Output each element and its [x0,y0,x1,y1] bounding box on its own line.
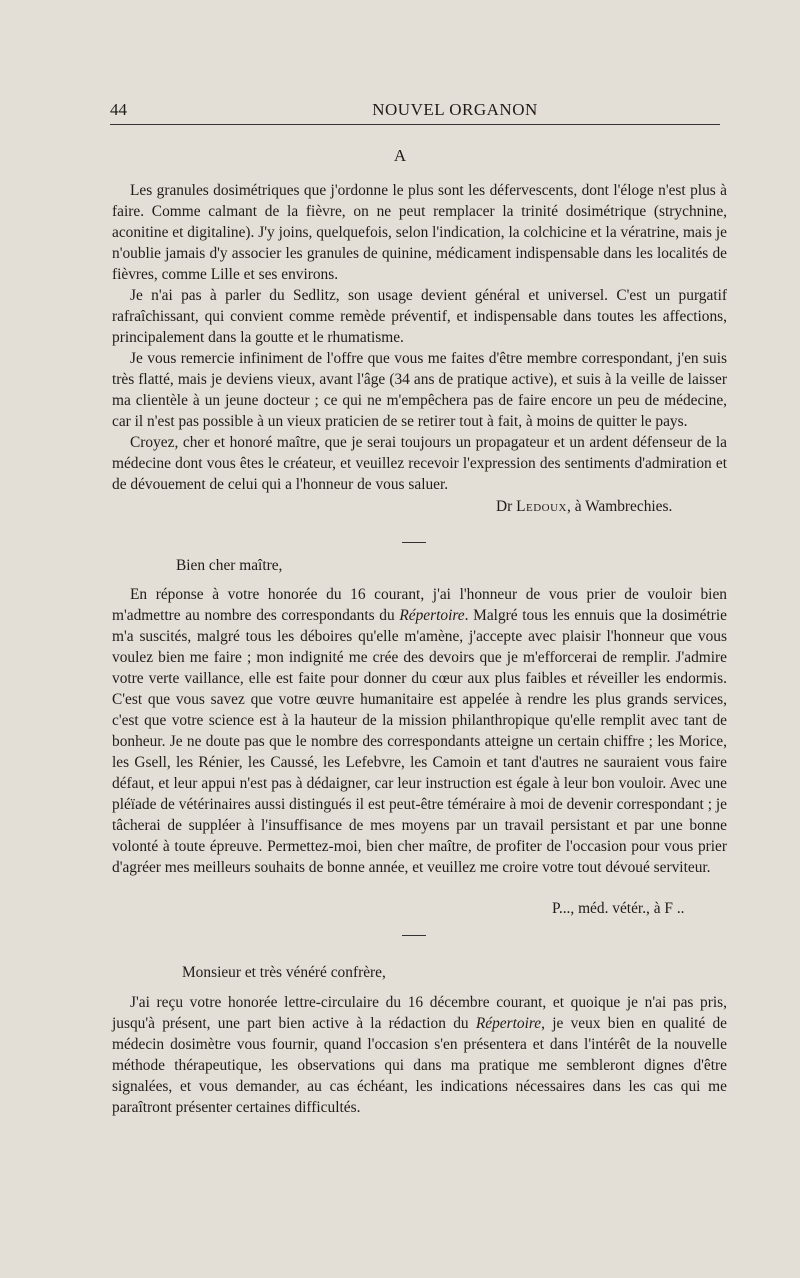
page-number: 44 [110,100,127,119]
text-run: En réponse à votre honorée du 16 courant, j'ai l'honneur de vous prier de vouloir bien m'admettre au nombre des correspondants du [112,586,727,624]
letter-1-paragraph: Croyez, cher et honoré maître, que je serai toujours un propagateur et un ardent défenseur de la médecine dont vous êtes le créateur, et veuillez recevoir l'expression des sentiments d'admiration et de dévouement de celui qui a l'honneur de vous saluer. [112,434,727,493]
letter-3-paragraph [112,992,727,1118]
signature-title: Dr [496,498,513,515]
letter-1-paragraph: Je n'ai pas à parler du Sedlitz, son usage devient général et universel. C'est un purgatif rafraîchissant, qui convient comme remède préventif, et indispensable dans toutes les affections, principalement dans la goutte et le rhumatisme. [112,287,727,346]
letter-3-body [112,992,727,1118]
journal-title: Répertoire [399,607,465,624]
letter-3-salutation: Monsieur et très vénéré confrère, [182,964,386,981]
journal-title: Répertoire [475,1015,542,1032]
separator-dash [402,935,426,936]
letter-2-body [112,584,727,878]
separator-dash [402,542,426,543]
letter-1-body [112,180,727,495]
running-title: NOUVEL ORGANON [372,100,538,119]
letter-2-paragraph [112,584,727,878]
text-run: . Malgré tous les ennuis que la dosimétrie m'a suscités, malgré tous les déboires qu'elle m'amène, j'accepte avec plaisir l'honneur que vous voulez bien me faire ; mon indignité me crée des devoirs que je m'efforcerai de remplir. J'admire votre verte vaillance, elle est faite pour donner du cœur aux plus faibles et réveiller les endormis. C'est que vous savez que votre œuvre humanitaire est appelée à rendre les plus grands services, c'est que votre science est à la hauteur de la mission philanthropique qu'elle remplit avec tant de bonheur. Je ne doute pas que le nombre des correspondants atteigne un certain chiffre ; les Morice, les Gsell, les Rénier, les Caussé, les Lefebvre, les Camoin et tant d'autres ne sauraient vous faire défaut, et leur appui n'est pas à dédaigner, car leur instruction est égale à leur bon vouloir. Avec une pléïade de vétérinaires aussi distingués il est peut-être téméraire à moi de devenir correspondant ; je tâcherai de suppléer à l'insuffisance de mes moyens par un travail persistant et par une bonne volonté à toute épreuve. Permettez-moi, bien cher maître, de profiter de l'occasion pour vous prier d'agréer mes meilleurs souhaits de bonne année, et veuillez me croire votre tout dévoué serviteur. [112,607,727,876]
header-rule [110,124,720,125]
letter-1-paragraph: Les granules dosimétriques que j'ordonne le plus sont les défervescents, dont l'éloge n'est plus à faire. Comme calmant de la fièvre, on ne peut remplacer la trinité dosimétrique (strychnine, aconitine et digitaline). J'y joins, quelquefois, selon l'indication, la colchicine et la vératrine, mais je n'oublie jamais d'y associer les granules de quinine, médicament indispensable dans les localités de fièvres, comme Lille et ses environs. [112,182,727,283]
letter-2-signature: P..., méd. vétér., à F .. [552,900,685,917]
text-run: , je veux bien en qualité de médecin dosimètre vous fournir, quand l'occasion s'en présentera et dans l'intérêt de la nouvelle méthode thérapeutique, les observations qui dans ma pratique me sembleront dignes d'être signalées, et vous demander, au cas échéant, les indications nécessaires dans les cas qui me paraîtront présenter certaines difficultés. [112,1015,727,1116]
section-letter: A [393,146,407,165]
signature-place: , à Wambrechies. [567,498,673,515]
text-run: J'ai reçu votre honorée lettre-circulaire du 16 décembre courant, et quoique je n'ai pas pris, jusqu'à présent, une part bien active à la rédaction du [112,994,727,1032]
letter-1-paragraph: Je vous remercie infiniment de l'offre que vous me faites d'être membre correspondant, j'en suis très flatté, mais je deviens vieux, avant l'âge (34 ans de pratique active), et suis à la veille de laisser ma clientèle à un jeune docteur ; ce qui ne m'empêchera pas de faire encore un peu de médecine, car il n'est pas possible à un vieux praticien de se retirer tout à fait, à moins de quitter le pays. [112,350,727,430]
page-header [110,100,720,122]
letter-1-signature [496,498,672,516]
letter-2-salutation: Bien cher maître, [176,557,283,574]
signature-name: Ledoux [516,498,568,515]
